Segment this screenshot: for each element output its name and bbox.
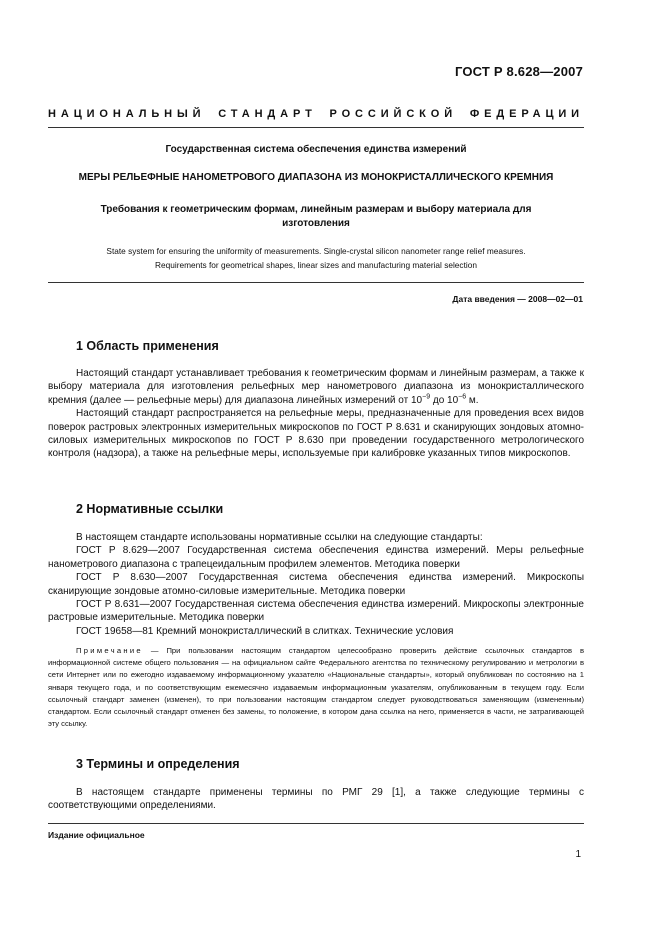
official-edition-label: Издание официальное <box>48 830 145 840</box>
section-3-paragraph-1: В настоящем стандарте применены термины по РМГ 29 [1], а также следующие термины с соответствующими определениями. <box>48 787 584 812</box>
header-divider <box>48 127 584 128</box>
main-title: МЕРЫ РЕЛЬЕФНЫЕ НАНОМЕТРОВОГО ДИАПАЗОНА ИЗ МОНОКРИСТАЛЛИЧЕСКОГО КРЕМНИЯ <box>78 172 554 183</box>
p1-main: Настоящий стандарт устанавливает требования к геометрическим формам и линейным размерам, а также к выбору материала для изготовления рельефных мер нанометрового диапазона из монокристаллического кремния (далее — рельефные меры) для диапазона линейных измерений от 10 <box>48 368 584 406</box>
note-text: — При пользовании настоящим стандартом целесообразно проверить действие ссылочных стандартов в информационной системе общего пользования — на официальном сайте Федерального агентства по техническому регулированию и метрологии в сети Интернет или по ежегодно издаваемому информационному указателю «Национальные стандарты», который опубликован по состоянию на 1 января текущего года, и по соответствующим ежемесячно издаваемым информационным указателям, опубликованным в текущем году. Если ссылочный стандарт заменен (изменен), то при пользовании настоящим стандартом следует руководствоваться заменяющим (измененным) стандартом. Если ссылочный стандарт отменен без замены, то положение, в котором дана ссылка на него, применяется в части, не затрагивающей эту ссылку. <box>48 646 584 729</box>
english-title <box>48 244 584 272</box>
p1-exponent-1: −9 <box>422 393 431 401</box>
system-title: Государственная система обеспечения единства измерений <box>165 144 467 155</box>
section-3-heading: 3 Термины и определения <box>76 757 240 771</box>
section-1-heading: 1 Область применения <box>76 339 219 353</box>
title-divider <box>48 282 584 283</box>
reference-item: ГОСТ Р 8.630—2007 Государственная система обеспечения единства измерений. Микроскопы сканирующие зондовые атомно-силовые измерительные. Методика поверки <box>48 572 584 597</box>
section-1-paragraph-2: Настоящий стандарт распространяется на рельефные меры, предназначенные для проведения всех видов поверок растровых электронных измерительных микроскопов по ГОСТ Р 8.631 и сканирующих зондовых атомно-силовых измерительных микроскопов по ГОСТ Р 8.630 при проведении государственного метрологического контроля (надзора), а также на рельефные меры, используемые при калибровке указанных типов микроскопов. <box>48 408 584 460</box>
sub-title: Требования к геометрическим формам, линейным размерам и выбору материала для изготовления <box>100 204 532 229</box>
section-2-intro: В настоящем стандарте использованы нормативные ссылки на следующие стандарты: <box>76 532 483 543</box>
section-2-note <box>48 645 584 730</box>
note-label: Примечание <box>76 646 143 655</box>
section-1-body <box>48 367 584 461</box>
reference-item: ГОСТ Р 8.629—2007 Государственная система обеспечения единства измерений. Меры рельефные нанометрового диапазона с трапецеидальным профилем элементов. Методика поверки <box>48 545 584 570</box>
page-number: 1 <box>575 849 581 860</box>
section-3-body <box>48 786 584 813</box>
note-paragraph <box>48 645 584 730</box>
footer-divider <box>48 823 584 824</box>
section-2-heading: 2 Нормативные ссылки <box>76 502 224 516</box>
intro-date: Дата введения — 2008—02—01 <box>452 294 583 304</box>
section-2-body <box>48 531 584 638</box>
national-standard-header: НАЦИОНАЛЬНЫЙ СТАНДАРТ РОССИЙСКОЙ ФЕДЕРАЦИИ <box>48 108 584 120</box>
p1-mid: до 10 <box>430 394 459 406</box>
english-title-line-1: State system for ensuring the uniformity of measurements. Single-crystal silicon nanometer range relief measures. <box>106 246 526 256</box>
p1-end: м. <box>466 394 479 406</box>
reference-item: ГОСТ Р 8.631—2007 Государственная система обеспечения единства измерений. Микроскопы электронные растровые измерительные. Методика поверки <box>48 599 584 624</box>
section-1-paragraph-1 <box>48 367 584 407</box>
english-title-line-2: Requirements for geometrical shapes, linear sizes and manufacturing material selection <box>155 260 477 270</box>
document-number: ГОСТ Р 8.628—2007 <box>454 64 583 79</box>
p1-exponent-2: −6 <box>458 393 467 401</box>
reference-item: ГОСТ 19658—81 Кремний монокристаллический в слитках. Технические условия <box>76 625 454 637</box>
